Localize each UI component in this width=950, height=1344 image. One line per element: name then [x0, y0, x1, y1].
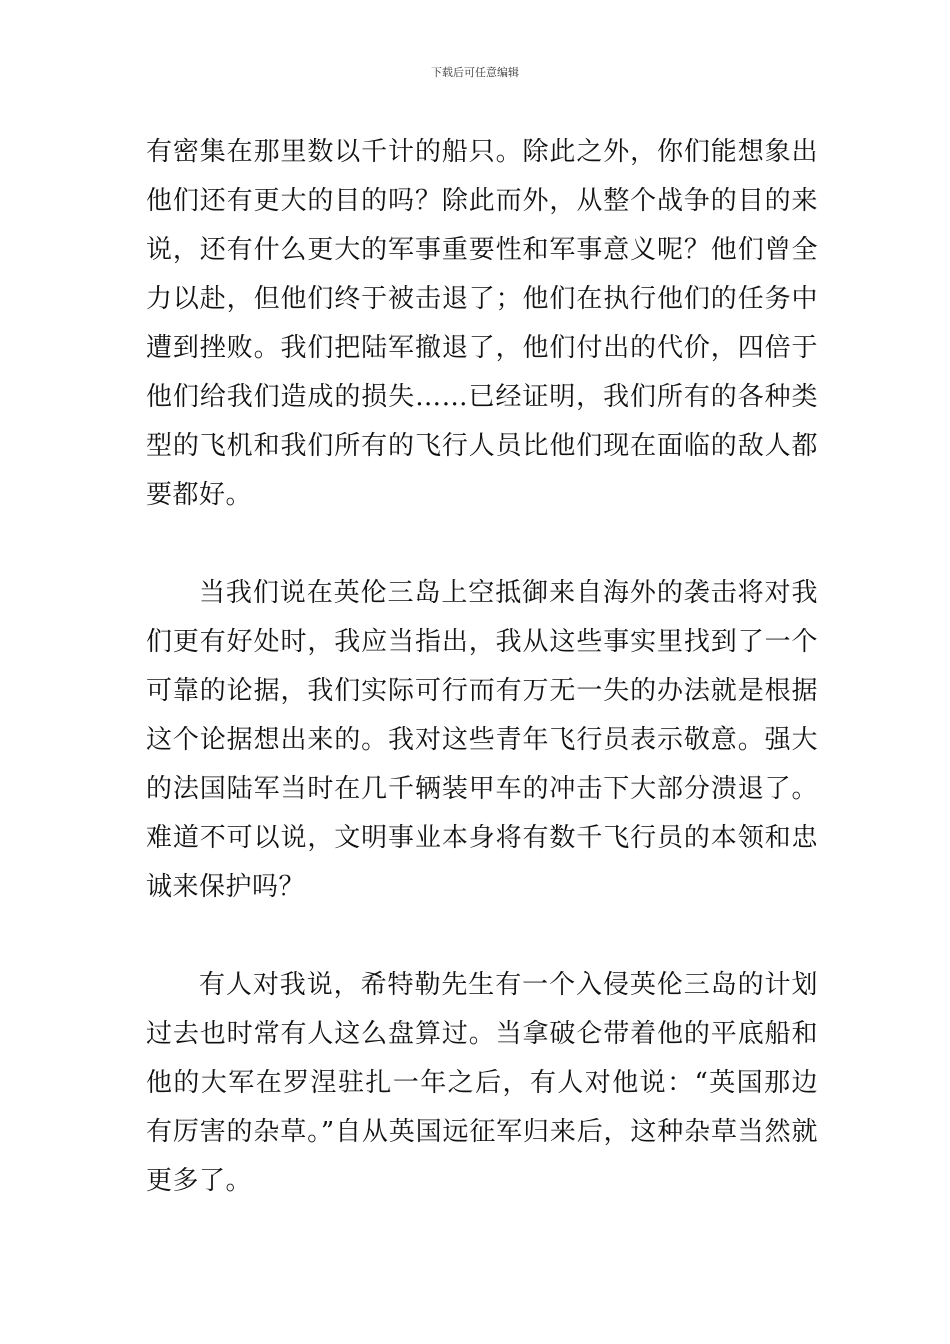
document-body	[146, 128, 818, 1206]
paragraph-1: 有密集在那里数以千计的船只。除此之外，你们能想象出他们还有更大的目的吗？除此而外，从整个战争的目的来说，还有什么更大的军事重要性和军事意义呢？他们曾全力以赴，但他们终于被击退了；他们在执行他们的任务中遭到挫败。我们把陆军撤退了，他们付出的代价，四倍于他们给我们造成的损失……已经证明，我们所有的各种类型的飞机和我们所有的飞行人员比他们现在面临的敌人都要都好。	[146, 137, 818, 510]
paragraph-2: 当我们说在英伦三岛上空抵御来自海外的袭击将对我们更有好处时，我应当指出，我从这些事实里找到了一个可靠的论据，我们实际可行而有万无一失的办法就是根据这个论据想出来的。我对这些青年飞行员表示敬意。强大的法国陆军当时在几千辆装甲车的冲击下大部分溃退了。难道不可以说，文明事业本身将有数千飞行员的本领和忠诚来保护吗？	[146, 578, 818, 902]
page-header-note: 下载后可任意编辑	[431, 66, 519, 79]
paragraph-3: 有人对我说，希特勒先生有一个入侵英伦三岛的计划过去也时常有人这么盘算过。当拿破仑带着他的平底船和他的大军在罗涅驻扎一年之后，有人对他说：“英国那边有厉害的杂草。”自从英国远征军归来后，这种杂草当然就更多了。	[146, 970, 818, 1196]
